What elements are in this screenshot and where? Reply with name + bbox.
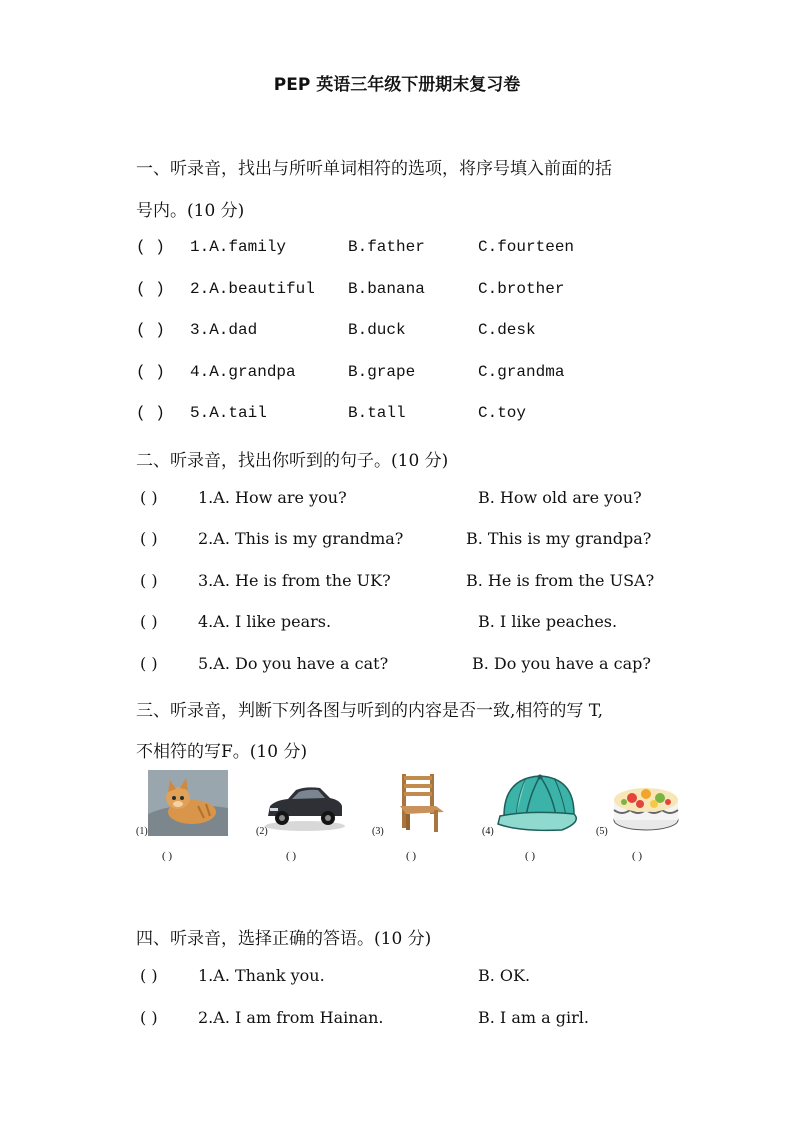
section1-heading-line1: 一、听录音，找出与所听单词相符的选项，将序号填入前面的括 bbox=[136, 159, 612, 179]
section3-heading-line2: 不相符的写F。(10 分) bbox=[136, 742, 308, 762]
option-c: C.desk bbox=[478, 321, 536, 339]
section2-heading: 二、听录音，找出你听到的句子。(10 分) bbox=[136, 451, 449, 471]
option-a: 2.A.beautiful bbox=[190, 280, 315, 298]
option-a: 3.A. He is from the UK? bbox=[198, 571, 391, 590]
option-c: C.grandma bbox=[478, 363, 565, 381]
answer-bracket[interactable]: ( ) bbox=[136, 321, 165, 339]
answer-bracket[interactable]: ( ) bbox=[140, 1008, 158, 1027]
option-b: B. He is from the USA? bbox=[466, 571, 655, 590]
answer-bracket[interactable]: ( ) bbox=[136, 404, 165, 422]
option-b: B. OK. bbox=[478, 966, 531, 985]
option-a: 2.A. This is my grandma? bbox=[198, 529, 404, 548]
option-b: B. I like peaches. bbox=[478, 612, 618, 631]
answer-bracket[interactable]: ( ) bbox=[406, 850, 417, 862]
section4-heading: 四、听录音，选择正确的答语。(10 分) bbox=[136, 929, 432, 949]
section3-heading-line1: 三、听录音，判断下列各图与听到的内容是否一致,相符的写 T, bbox=[136, 701, 604, 721]
option-b: B. How old are you? bbox=[478, 488, 642, 507]
car-icon bbox=[262, 770, 348, 836]
answer-bracket[interactable]: ( ) bbox=[162, 850, 173, 862]
option-b: B.tall bbox=[348, 404, 406, 422]
option-a: 1.A. Thank you. bbox=[198, 966, 325, 985]
option-b: B.duck bbox=[348, 321, 406, 339]
picture-number: (4) bbox=[482, 826, 494, 837]
answer-bracket[interactable]: ( ) bbox=[632, 850, 643, 862]
picture-number: (3) bbox=[372, 826, 384, 837]
option-a: 1.A.family bbox=[190, 238, 287, 256]
option-c: C.brother bbox=[478, 280, 565, 298]
answer-bracket[interactable]: ( ) bbox=[136, 363, 165, 381]
answer-bracket[interactable]: ( ) bbox=[525, 850, 536, 862]
answer-bracket[interactable]: ( ) bbox=[140, 571, 158, 590]
option-c: C.fourteen bbox=[478, 238, 575, 256]
option-a: 4.A. I like pears. bbox=[198, 612, 332, 631]
cap-icon bbox=[490, 770, 586, 836]
cake-icon bbox=[610, 770, 682, 836]
option-a: 4.A.grandpa bbox=[190, 363, 296, 381]
answer-bracket[interactable]: ( ) bbox=[136, 238, 165, 256]
chair-icon bbox=[390, 770, 450, 836]
answer-bracket[interactable]: ( ) bbox=[140, 612, 158, 631]
answer-bracket[interactable]: ( ) bbox=[286, 850, 297, 862]
answer-bracket[interactable]: ( ) bbox=[140, 966, 158, 985]
answer-bracket[interactable]: ( ) bbox=[140, 654, 158, 673]
picture-number: (1) bbox=[136, 826, 148, 837]
section1-heading-line2: 号内。(10 分) bbox=[136, 201, 245, 221]
option-b: B.banana bbox=[348, 280, 425, 298]
option-a: 2.A. I am from Hainan. bbox=[198, 1008, 384, 1027]
page-title: PEP 英语三年级下册期末复习卷 bbox=[273, 75, 521, 95]
answer-bracket[interactable]: ( ) bbox=[136, 280, 165, 298]
picture-number: (2) bbox=[256, 826, 268, 837]
option-b: B. This is my grandpa? bbox=[466, 529, 652, 548]
option-b: B. Do you have a cap? bbox=[472, 654, 651, 673]
option-a: 3.A.dad bbox=[190, 321, 258, 339]
answer-bracket[interactable]: ( ) bbox=[140, 488, 158, 507]
option-a: 5.A. Do you have a cat? bbox=[198, 654, 389, 673]
option-a: 5.A.tail bbox=[190, 404, 267, 422]
cat-icon bbox=[148, 770, 228, 836]
picture-number: (5) bbox=[596, 826, 608, 837]
option-a: 1.A. How are you? bbox=[198, 488, 347, 507]
option-c: C.toy bbox=[478, 404, 527, 422]
option-b: B.father bbox=[348, 238, 425, 256]
option-b: B. I am a girl. bbox=[478, 1008, 589, 1027]
answer-bracket[interactable]: ( ) bbox=[140, 529, 158, 548]
option-b: B.grape bbox=[348, 363, 416, 381]
